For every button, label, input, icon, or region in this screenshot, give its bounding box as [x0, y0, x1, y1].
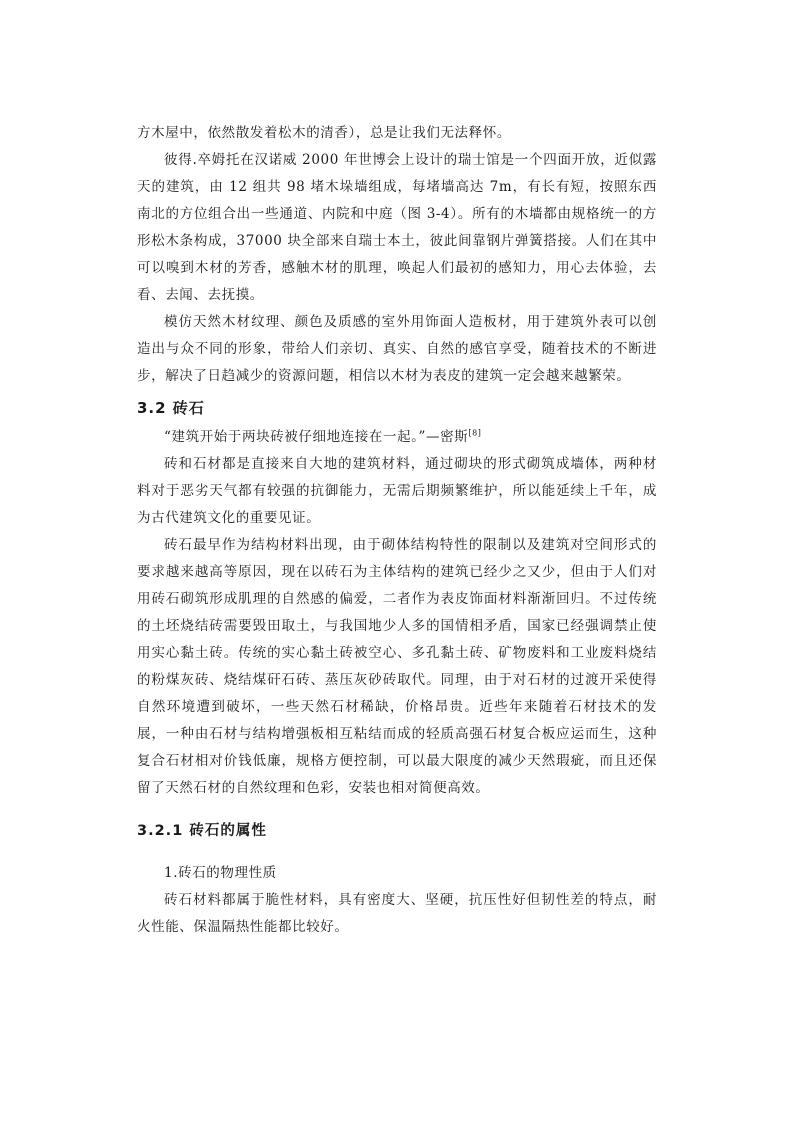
paragraph-brick-stone-intro: 砖和石材都是直接来自大地的建筑材料，通过砌块的形式砌筑成墙体，两种材料对于恶劣天气都有较强的抗御能力，无需后期频繁维护，所以能延续上千年，成为古代建筑文化的重要见证。: [137, 456, 657, 526]
page-content: [137, 120, 657, 941]
quote-reference: [8]: [468, 428, 482, 438]
subsection-heading: 3.2.1 砖石的属性: [137, 823, 267, 839]
paragraph-continuation: 方木屋中，依然散发着松木的清香），总是让我们无法释怀。: [137, 125, 511, 141]
quote-paragraph: [137, 424, 657, 451]
paragraph-brick-stone-history: 砖石最早作为结构材料出现，由于砌体结构特性的限制以及建筑对空间形式的要求越来越高等原因，现在以砖石为主体结构的建筑已经少之又少，但由于人们对用砖石砌筑形成肌理的自然感的偏爱，二者作为表皮饰面材料渐渐回归。不过传统的土坯烧结砖需要毁田取土，与我国地少人多的国情相矛盾，国家已经强调禁止使用实心黏土砖。传统的实心黏土砖被空心、多孔黏土砖、矿物废料和工业废料烧结的粉煤灰砖、烧结煤矸石砖、蒸压灰砂砖取代。同理，由于对石材的过渡开采使得自然环境遭到破坏，一些天然石材稀缺，价格昂贵。近些年来随着石材技术的发展，一种由石材与结构增强板相互粘结而成的轻质高强石材复合板应运而生，这种复合石材相对价钱低廉，规格方便控制，可以最大限度的减少天然瑕疵，而且还保留了天然石材的自然纹理和色彩，安装也相对简便高效。: [137, 537, 657, 796]
paragraph-imitation-wood: 模仿天然木材纹理、颜色及质感的室外用饰面人造板材，用于建筑外表可以创造出与众不同的形象，带给人们亲切、真实、自然的感官享受，随着技术的不断进步，解决了日趋减少的资源问题，相信以木材为表皮的建筑一定会越来越繁荣。: [137, 314, 657, 384]
item-title: 1.砖石的物理性质: [164, 865, 277, 881]
quote-text: “建筑开始于两块砖被仔细地连接在一起。”—密斯: [164, 429, 469, 445]
paragraph-swiss-pavilion: 彼得.卒姆托在汉诺威 2000 年世博会上设计的瑞士馆是一个四面开放，近似露天的建筑，由 12 组共 98 堵木垛墙组成，每堵墙高达 7m，有长有短，按照东西南北的方位组合出一些通道、内院和中庭（图 3-4）。所有的木墙都由规格统一的方形松木条构成，37000 块全部来自瑞士本土，彼此间靠钢片弹簧搭接。人们在其中可以嗅到木材的芳香，感触木材的肌理，唤起人们最初的感知力，用心去体验，去看、去闻、去抚摸。: [137, 152, 657, 303]
item-text: 砖石材料都属于脆性材料，具有密度大、坚硬，抗压性好但韧性差的特点，耐火性能、保温隔热性能都比较好。: [137, 892, 657, 935]
section-heading: 3.2 砖石: [137, 399, 205, 417]
